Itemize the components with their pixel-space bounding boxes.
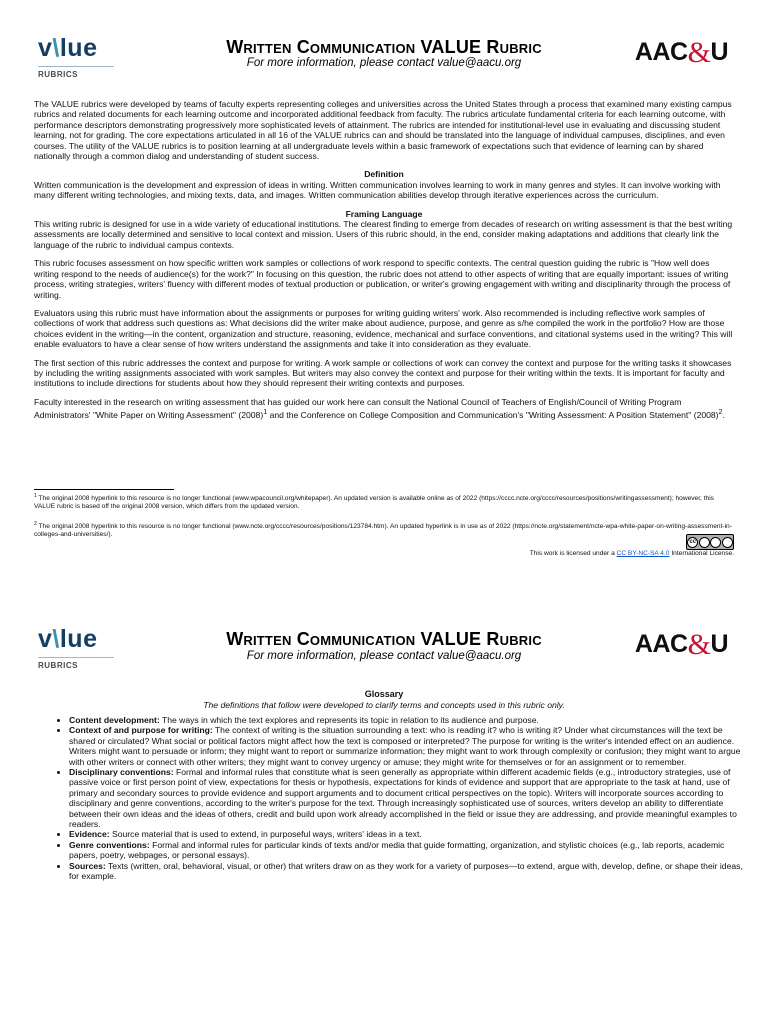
glossary-term: Genre conventions: <box>69 839 150 850</box>
footnote-1 <box>34 492 734 512</box>
framing-heading: Framing Language <box>345 208 423 219</box>
value-logo-slash: \ <box>52 34 60 62</box>
rubric-page-2 <box>0 600 768 1024</box>
glossary-item <box>69 829 749 839</box>
aacu-logo-ampersand: & <box>687 628 711 661</box>
framing-5-text-c: . <box>722 410 725 421</box>
framing-paragraph-5 <box>34 397 734 421</box>
glossary-term: Content development: <box>69 715 160 725</box>
glossary-intro: The definitions that follow were developed to clarify terms and concepts used in this rubric only. <box>203 700 565 710</box>
footnotes <box>34 489 734 547</box>
value-logo-part2: lue <box>59 34 98 62</box>
glossary-definition: The context of writing is the situation surrounding a text: who is reading it? who is writing it? Under what circumstances will the text be shared or circulated? What social or political factors might affect how the text is composed or interpreted? The purpose for writing is the writer's intended effect on an audience. Writers might want to persuade or inform; they might want to report or summarize information; they might want to work through complexity or confusion; they might want to argue with other writers or connect with other writers; they might want to convey urgency or amuse; they might write for themselves or for an assignment or to remember. <box>69 725 741 767</box>
intro-paragraph: The VALUE rubrics were developed by teams of faculty experts representing colleges and universities across the United States through a process that examined many existing campus rubrics and related documents for each learning outcome and incorporated additional feedback from faculty. The rubrics articulate fundamental criteria for each learning outcome, with performance descriptors demonstrating progressively more sophisticated levels of attainment. The rubrics are intended for institutional-level use in evaluating and discussing student learning, not for grading. The core expectations articulated in all 16 of the VALUE rubrics can and should be translated into the language of individual campuses, disciplines, and even courses. The utility of the VALUE rubrics is to position learning at all undergraduate levels within a basic framework of expectations such that evidence of learning can by shared nationally through a common dialog and understanding of student success. <box>34 99 732 162</box>
framing-paragraph-3: Evaluators using this rubric must have information about the assignments or purposes for writing guiding writers' work. Also recommended is including reflective work samples of collections of work that address such questions as: What decisions did the writer make about audience, purpose, and genre as s/he compiled the work in the portfolio? How are those choices evident in the writing—in the content, organization and structure, reasoning, evidence, mechanical and surface conventions, and citational systems used in the writing? This will enable evaluators to have a clear sense of how writers understand the assignments and take it into consideration as they evaluate. <box>34 307 733 350</box>
page-subtitle: For more information, please contact value@aacu.org <box>246 57 522 69</box>
glossary-item <box>69 715 749 725</box>
footnote-1-mark: 1 <box>34 493 37 499</box>
framing-paragraph-2: This rubric focuses assessment on how specific written work samples or collections of work respond to specific contexts. The central question guiding the rubric is "How well does writing respond to the needs of audience(s) for the work?" In focusing on this question, the rubric does not attend to other aspects of writing that are equally important: issues of writing process, writing strategies, writers' fluency with different modes of textual production or publication, or writer's growing engagement with writing and disciplinarity through the process of writing. <box>34 258 731 300</box>
by-icon <box>699 537 710 548</box>
glossary-term: Context of and purpose for writing: <box>69 725 213 736</box>
glossary-term: Evidence: <box>69 829 110 840</box>
aacu-logo <box>635 34 728 68</box>
footnote-ref-1: 1 <box>263 408 268 417</box>
nc-icon <box>710 537 721 548</box>
value-logo-part1: v <box>38 34 53 62</box>
glossary-term: Sources: <box>69 860 106 871</box>
license-pre-text: This work is licensed under a <box>529 550 617 557</box>
footnote-2-text: The original 2008 hyperlink to this resource is no longer functional (www.ncte.org/cccc/resources/positions/123784.htm). An updated hyperlink is in use as of 2022 (https://ncte.org/statement/ncte-wpa-white-paper-on-writing-assessment-in-colleges-and-universities/). <box>34 522 732 538</box>
license-post-text: International License. <box>669 550 734 557</box>
page-title: Written Communication VALUE Rubric <box>226 629 542 649</box>
definition-paragraph: Written communication is the development and expression of ideas in writing. Written communication involves learning to work in many genres and styles. It can involve working with many different writing technologies, and mixing texts, data, and images. Written communication abilities develop through iterative experiences across the curriculum. <box>34 179 721 201</box>
glossary-list <box>52 715 749 882</box>
glossary-definition: Texts (written, oral, behavioral, visual, or other) that writers draw on as they work for a variety of purposes—to extend, argue with, develop, define, or shape their ideas, for example. <box>69 860 743 882</box>
aacu-logo-right: U <box>710 38 728 66</box>
value-logo-subtitle: RUBRICS <box>38 661 78 670</box>
framing-paragraph-1: This writing rubric is designed for use in a wide variety of educational institutions. The clearest finding to emerge from decades of research on writing assessment is that the best writing assessments are locally determined and sensitive to local context and mission. Users of this rubric should, in the end, consider making adaptations and additions that clearly link the language of the rubric to individual campus contexts. <box>34 219 733 250</box>
rubric-body <box>34 99 734 428</box>
footnote-1-text: The original 2008 hyperlink to this resource is no longer functional (www.wpacouncil.org/whitepaper). An updated version is available online as of 2022 (https://cccc.ncte.org/cccc/resources/positions/writingassessment); however, this VALUE rubric is based off the original 2008 version, which differs from the updated version. <box>34 495 714 511</box>
framing-paragraph-4: The first section of this rubric addresses the context and purpose for writing. A work sample or collections of work can convey the context and purpose for the writing tasks it showcases by including the writing assignments associated with work samples. But writers may also convey the context and purpose for their writing within the texts. It is important for faculty and institutions to include directions for students about how they should represent their writing contexts and purposes. <box>34 357 732 389</box>
footnote-rule <box>34 489 174 490</box>
glossary-item <box>69 840 749 861</box>
value-logo-part2: lue <box>59 625 98 653</box>
definition-heading: Definition <box>364 169 404 180</box>
cc-license-badge-icon <box>686 534 734 550</box>
license-link[interactable]: CC BY-NC-SA 4.0 <box>616 550 670 557</box>
glossary-definition: Formal and informal rules that constitute what is seen generally as appropriate within different academic fields (e.g., introductory strategies, use of passive voice or first person point of view, expectations for thesis or hypothesis, expectations for kinds of evidence and support that are appropriate to the task at hand, use of primary and secondary sources to provide evidence and support arguments and to document critical perspectives on the topic). Writers will incorporate sources according to disciplinary and genre conventions, according to the writer's purpose for the text. Through increasingly sophisticated use of sources, writers develop an ability to differentiate between their own ideas and the ideas of others, credit and build upon work already accomplished in the field or issue they are addressing, and provide meaningful examples to readers. <box>69 767 737 830</box>
aacu-logo <box>635 626 728 660</box>
glossary-item <box>69 861 749 882</box>
glossary-definition: Formal and informal rules for particular kinds of texts and/or media that guide formatting, organization, and stylistic choices (e.g., lab reports, academic papers, poetry, webpages, or personal essays). <box>69 839 725 861</box>
footnote-ref-2: 2 <box>718 408 723 417</box>
value-logo-slash: \ <box>52 625 60 653</box>
value-logo-part1: v <box>38 625 53 653</box>
aacu-logo-ampersand: & <box>687 36 711 69</box>
license-line <box>530 550 734 557</box>
glossary-item <box>69 767 749 829</box>
glossary-term: Disciplinary conventions: <box>69 767 174 778</box>
glossary-item <box>69 725 749 767</box>
sa-icon <box>722 537 733 548</box>
aacu-logo-right: U <box>710 630 728 658</box>
page-subtitle: For more information, please contact value@aacu.org <box>246 650 522 662</box>
glossary-definition: The ways in which the text explores and represents its topic in relation to its audience and purpose. <box>159 715 539 725</box>
value-logo-subtitle: RUBRICS <box>38 70 78 79</box>
glossary-heading: Glossary <box>364 689 404 699</box>
footnote-2-mark: 2 <box>34 520 37 527</box>
framing-5-text-b: and the Conference on College Composition and Communication's "Writing Assessment: A Position Statement" (2008) <box>267 410 719 421</box>
glossary-definition: Source material that is used to extend, in purposeful ways, writers' ideas in a text. <box>109 829 422 840</box>
framing-5-text-a: Faculty interested in the research on writing assessment that has guided our work here can consult the National Council of Teachers of English/Council of Writing Program Administrators' "White Paper on Writing Assessment" (2008) <box>34 396 682 421</box>
aacu-logo-left: AAC <box>634 38 688 66</box>
footnote-2 <box>34 520 734 540</box>
cc-icon: cc <box>687 537 698 548</box>
page-title: Written Communication VALUE Rubric <box>226 37 542 57</box>
aacu-logo-left: AAC <box>634 630 688 658</box>
